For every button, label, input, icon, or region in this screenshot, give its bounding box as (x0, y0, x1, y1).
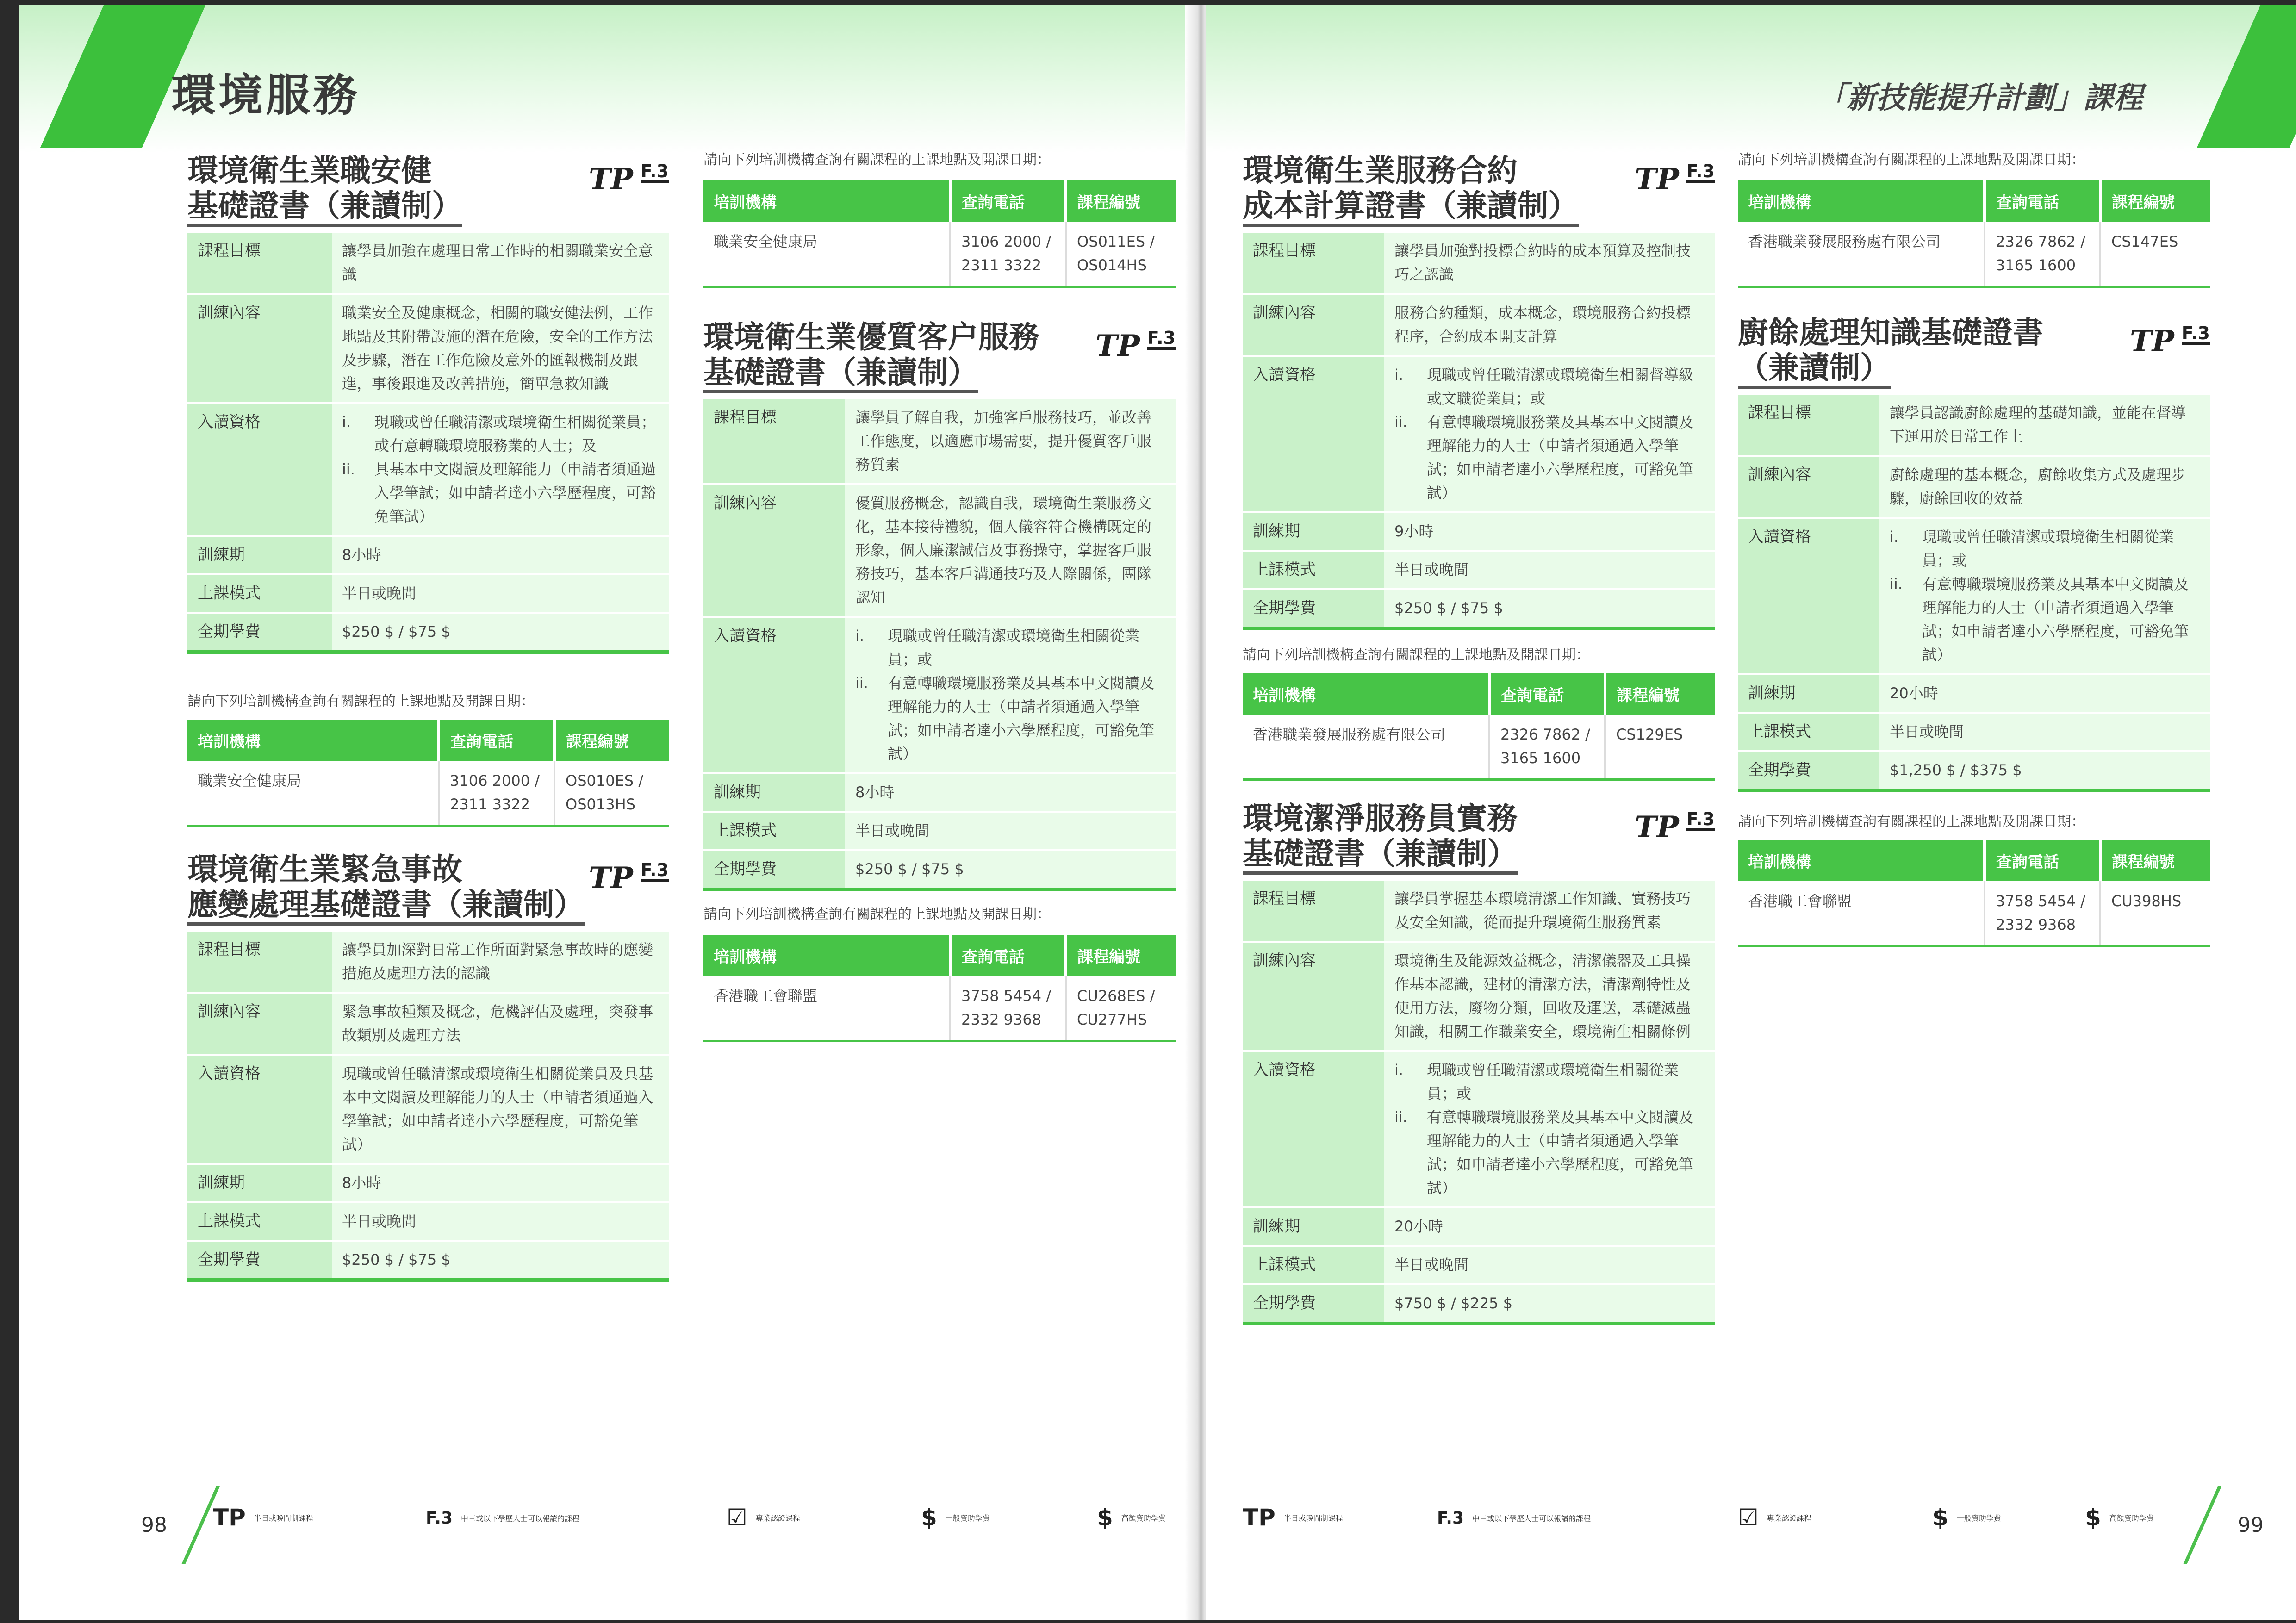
certified-course-icon: ☑ (727, 1504, 747, 1531)
course-title: 廚餘處理知識基礎證書 （兼讀制） (1738, 315, 2210, 385)
form3-icon: F.3 (426, 1509, 453, 1528)
course-header (1738, 315, 2210, 393)
course-info-table: 課程目標 讓學員加深對日常工作所面對緊急事故時的應變措施及處理方法的認識 訓練內容 緊急事故種類及概念，危機評估及處理，突發事故類別及處理方法 入讀資格 現職或曾任職清潔或環境衛生相關從業員及具基本中文閱讀及理解能力的人士（申請者須通過入學筆試；如申請者達小六學歷程度，可豁免筆試） 訓練期 8小時 上課模式 半日或晚間 全期學費 $250 $ / $75 $ (187, 930, 669, 1282)
legend-item: F.3 中三或以下學歷人士可以報讀的課程 (426, 1509, 580, 1528)
course-badges (1635, 162, 1715, 197)
course-info-table: 課程目標 讓學員認識廚餘處理的基礎知識，並能在督導下運用於日常工作上 訓練內容 廚餘處理的基本概念，廚餘收集方式及處理步驟，廚餘回收的效益 入讀資格 i. 現職或曾任職清潔或環境衛生相關從業員；或 ii. 有意轉職環境服務業及具基本中文閱讀及理解能力的人士（申請者須通過入學筆試；如申請者達小六學歷程度，可豁免筆試） 訓練期 20小時 上課模式 半日或晚間 全期學費 $1,250 $ / $375 $ (1738, 393, 2210, 792)
course-badges (1095, 329, 1176, 363)
certified-course-icon: ☑ (1738, 1504, 1759, 1531)
form3-icon: F.3 (1437, 1509, 1464, 1528)
course-header (187, 852, 669, 930)
duration-value: 8小時 (332, 536, 669, 574)
page-number: 99 (2238, 1513, 2264, 1537)
label-content: 訓練內容 (187, 294, 332, 403)
half-day-evening-icon: TP (1635, 162, 1679, 197)
brochure-spread (19, 5, 2296, 1620)
course-card (1738, 315, 2210, 792)
footer-slant (2183, 1486, 2222, 1564)
form3-icon: F.3 (641, 162, 669, 183)
course-title: 環境衛生業優質客户服務 基礎證書（兼讀制） (703, 319, 1176, 390)
course-header (1243, 153, 1715, 231)
entry-value: 現職或曾任職清潔或環境衛生相關從業員及具基本中文閱讀及理解能力的人士（申請者須通過入學筆試；如申請者達小六學歷程度，可豁免筆試） (332, 1055, 669, 1164)
half-day-evening-icon: TP (1095, 329, 1140, 363)
course-title: 環境衛生業緊急事故 應變處理基礎證書（兼讀制） (187, 852, 669, 922)
course-title: 環境衛生業服務合約 成本計算證書（兼讀制） (1243, 153, 1715, 223)
page-number: 98 (141, 1513, 167, 1537)
legend-item: $ 高額資助學費 (1097, 1504, 1166, 1531)
course-title: 環境潔淨服務員實務 基礎證書（兼讀制） (1243, 801, 1715, 871)
duration-value: 8小時 (332, 1164, 669, 1202)
high-subsidy-dollar-icon: $ (2085, 1504, 2101, 1531)
legend-item: $ 一般資助學費 (921, 1504, 990, 1531)
content-value: 職業安全及健康概念，相關的職安健法例，工作地點及其附帶設施的潛在危險，安全的工作方法及步驟，潛在工作危險及意外的匯報機制及跟進，事後跟進及改善措施，簡單急救知識 (332, 294, 669, 403)
course-info-table: 課程目標 讓學員加強對投標合約時的成本預算及控制技巧之認識 訓練內容 服務合約種類，成本概念，環境服務合約投標程序，合約成本開支計算 入讀資格 i. 現職或曾任職清潔或環境衛生相關督導級或文職從業員；或 ii. 有意轉職環境服務業及具基本中文閱讀及理解能力的人士（申請者須通過入學筆試；如申請者達小六學歷程度，可豁免筆試） 訓練期 9小時 上課模式 半日或晚間 全期學費 $250 $ / $75 $ (1243, 231, 1715, 630)
course-header (1243, 801, 1715, 879)
half-day-evening-icon: TP (1635, 810, 1679, 845)
fee-value: $250 $ / $75 $ (332, 1241, 669, 1280)
label-mode: 上課模式 (187, 574, 332, 613)
provider-table: 培訓機構 查詢電話 課程編號 職業安全健康局 3106 2000 / 2311 3322 OS010ES / OS013HS (187, 720, 669, 827)
course-info-table: 課程目標 讓學員掌握基本環境清潔工作知識、實務技巧及安全知識，從而提升環境衛生服務質素 訓練內容 環境衛生及能源效益概念，清潔儀器及工具操作基本認識，建材的清潔方法，清潔劑特性及使用方法，廢物分類，回收及運送，基礎滅蟲知識，相關工作職業安全，環境衛生相關條例 入讀資格 i. 現職或曾任職清潔或環境衛生相關從業員；或 ii. 有意轉職環境服務業及具基本中文閱讀及理解能力的人士（申請者須通過入學筆試；如申請者達小六學歷程度，可豁免筆試） 訓練期 20小時 上課模式 半日或晚間 全期學費 $750 $ / $225 $ (1243, 879, 1715, 1325)
provider-note: 請向下列培訓機構查詢有關課程的上課地點及開課日期： (1243, 647, 1590, 663)
half-day-evening-icon: TP (213, 1504, 246, 1531)
legend-item: ☑ 專業認證課程 (727, 1504, 800, 1531)
form3-icon: F.3 (2182, 324, 2210, 345)
course-card (187, 153, 669, 654)
provider-table: 培訓機構 查詢電話 課程編號 職業安全健康局 3106 2000 / 2311 3322 OS011ES / OS014HS (703, 180, 1176, 288)
provider-name: 職業安全健康局 (187, 761, 439, 826)
course-card (1243, 801, 1715, 1325)
entry-value: i. 現職或曾任職清潔或環境衛生相關從業員；或有意轉職環境服務業的人士；及 ii. 具基本中文閱讀及理解能力（申請者須通過入學筆試；如申請者達小六學歷程度，可豁免筆試） (332, 403, 669, 536)
mode-value: 半日或晚間 (332, 1202, 669, 1241)
half-day-evening-icon: TP (1243, 1504, 1276, 1531)
course-header (187, 153, 669, 231)
provider-table: 培訓機構 查詢電話 課程編號 香港職業發展服務處有限公司 2326 7862 / 3165 1600 CS129ES (1243, 673, 1715, 781)
course-info-table: 課程目標 讓學員了解自我，加強客戶服務技巧，並改善工作態度，以適應市場需要，提升優質客戶服務質素 訓練內容 優質服務概念，認識自我，環境衛生業服務文化，基本接待禮貌，個人儀容符合機構既定的形象，個人廉潔誠信及事務操守，掌握客戶服務技巧，基本客戶溝通技巧及人際關係，團隊認知 入讀資格 i. 現職或曾任職清潔或環境衛生相關從業員；或 ii. 有意轉職環境服務業及具基本中文閱讀及理解能力的人士（申請者須通過入學筆試；如申請者達小六學歷程度，可豁免筆試） 訓練期 8小時 上課模式 半日或晚間 全期學費 $250 $ / $75 $ (703, 398, 1176, 891)
course-title: 環境衛生業職安健 基礎證書（兼讀制） (187, 153, 669, 223)
content-value: 緊急事故種類及概念，危機評估及處理，突發事故類別及處理方法 (332, 993, 669, 1055)
form3-icon: F.3 (1686, 810, 1715, 831)
half-day-evening-icon: TP (2130, 324, 2174, 359)
course-info-table (187, 231, 669, 654)
mode-value: 半日或晚間 (332, 574, 669, 613)
dollar-icon: $ (1932, 1504, 1948, 1531)
half-day-evening-icon: TP (589, 861, 633, 895)
course-header (703, 319, 1176, 398)
objective-value: 讓學員加深對日常工作所面對緊急事故時的應變措施及處理方法的認識 (332, 931, 669, 993)
objective-value: 讓學員加強在處理日常工作時的相關職業安全意識 (332, 232, 669, 294)
dollar-icon: $ (921, 1504, 937, 1531)
fee-value: $250 $ / $75 $ (332, 613, 669, 652)
course-code: OS010ES / OS013HS (566, 772, 644, 813)
course-card (1243, 153, 1715, 630)
high-subsidy-dollar-icon: $ (1097, 1504, 1113, 1531)
section-title: 環境服務 (171, 69, 360, 121)
label-entry: 入讀資格 (187, 403, 332, 536)
provider-note: 請向下列培訓機構查詢有關課程的上課地點及開課日期： (703, 152, 1051, 168)
provider-table: 培訓機構 查詢電話 課程編號 香港職業發展服務處有限公司 2326 7862 / 3165 1600 CS147ES (1738, 180, 2210, 288)
course-badges (2130, 324, 2210, 359)
form3-icon: F.3 (1686, 162, 1715, 183)
provider-note: 請向下列培訓機構查詢有關課程的上課地點及開課日期： (187, 693, 535, 709)
legend-item: TP 半日或晚間制課程 (1243, 1504, 1343, 1531)
right-page (1206, 5, 2296, 1620)
label-objective: 課程目標 (187, 232, 332, 294)
provider-table: 培訓機構 查詢電話 課程編號 香港職工會聯盟 3758 5454 / 2332 9368 CU398HS (1738, 840, 2210, 947)
legend-item: TP 半日或晚間制課程 (213, 1504, 313, 1531)
label-duration: 訓練期 (187, 536, 332, 574)
form3-icon: F.3 (641, 861, 669, 882)
legend-item: ☑ 專業認證課程 (1738, 1504, 1811, 1531)
provider-note: 請向下列培訓機構查詢有關課程的上課地點及開課日期： (1738, 152, 2085, 168)
legend-item: F.3 中三或以下學歷人士可以報讀的課程 (1437, 1509, 1591, 1528)
form3-icon: F.3 (1147, 329, 1176, 350)
course-badges (589, 861, 669, 895)
legend-item: $ 一般資助學費 (1932, 1504, 2001, 1531)
label-fee: 全期學費 (187, 613, 332, 652)
course-badges (1635, 810, 1715, 845)
provider-note: 請向下列培訓機構查詢有關課程的上課地點及開課日期： (703, 906, 1051, 922)
legend-item: $ 高額資助學費 (2085, 1504, 2154, 1531)
half-day-evening-icon: TP (589, 162, 633, 197)
left-page (19, 5, 1196, 1620)
course-card (187, 852, 669, 1282)
provider-note: 請向下列培訓機構查詢有關課程的上課地點及開課日期： (1738, 814, 2085, 830)
course-badges (589, 162, 669, 197)
course-card (703, 319, 1176, 891)
provider-phone: 3106 2000 / 2311 3322 (439, 761, 554, 826)
programme-title: 「新技能提升計劃」課程 (1817, 81, 2143, 115)
provider-table: 培訓機構 查詢電話 課程編號 香港職工會聯盟 3758 5454 / 2332 9368 CU268ES / CU277HS (703, 935, 1176, 1042)
